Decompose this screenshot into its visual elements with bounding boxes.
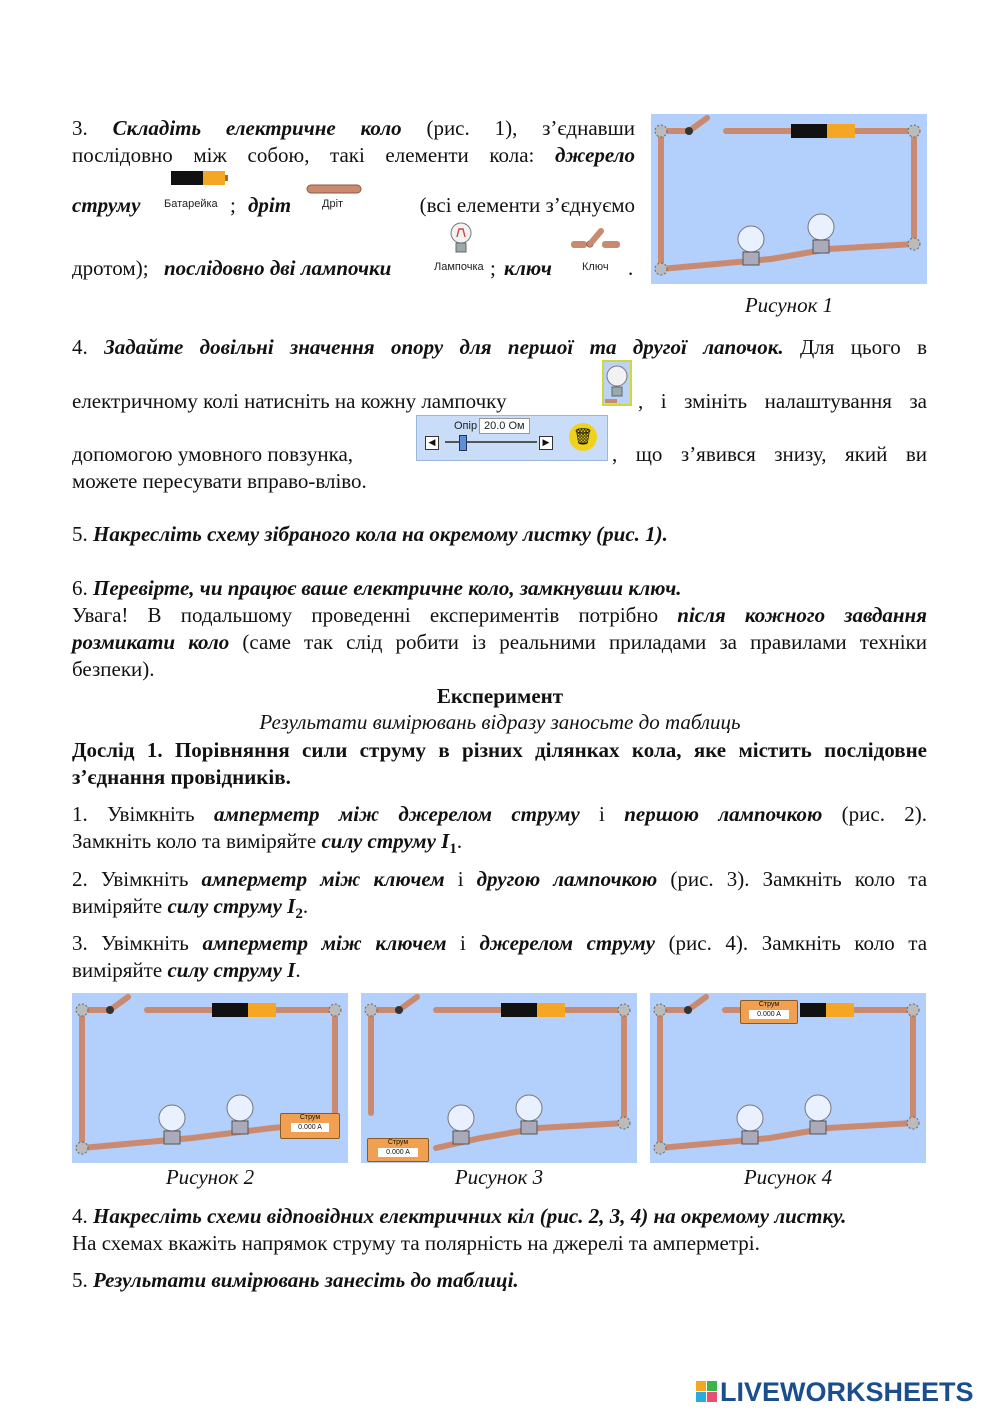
resistance-slider-panel	[416, 415, 608, 461]
battery-label: Батарейка	[164, 198, 218, 210]
selected-bulb-icon	[602, 360, 632, 406]
experiment-title: Експеримент	[436, 684, 564, 708]
p6-number: 6.	[72, 576, 88, 600]
step-1-text: 1. Увімкніть	[72, 802, 195, 826]
p4-number: 4.	[72, 335, 88, 359]
p3-line2-text: послідовно між собою, такі елементи кола:	[72, 143, 535, 167]
step-3-emph2: джерелом струму	[479, 931, 655, 955]
wire-label: Дріт	[322, 198, 344, 210]
tail-step-5	[72, 1267, 519, 1294]
step-3-text: 3. Увімкніть	[72, 931, 189, 955]
experiment-1-heading: Дослід 1. Порівняння сили струму в різних ділянках кола, яке містить послідовне	[72, 738, 927, 762]
tail-step-4	[72, 1203, 846, 1230]
step-3-and: і	[460, 931, 466, 955]
p6-text: Перевірте, чи працює ваше електричне коло, замкнувши ключ.	[93, 576, 682, 600]
warn-text: Увага! В подальшому проведенні експериментів потрібно	[72, 603, 659, 627]
tail-step-4-number: 4.	[72, 1204, 88, 1228]
ammeter-fig3	[367, 1138, 429, 1162]
p6	[72, 575, 682, 602]
step-2-emph: амперметр між ключем	[201, 867, 445, 891]
figure-3	[361, 993, 637, 1163]
step-1-end: .	[456, 829, 463, 853]
liveworksheets-logo[interactable]: LIVEWORKSHEETS	[720, 1377, 974, 1407]
p4-line2-text: електричному колі натисніть на кожну лампочку	[72, 389, 507, 413]
p4-title: Задайте довільні значення опору для першої та другої лапочок.	[104, 335, 784, 359]
tail-step-5-text: Результати вимірювань занесіть до таблиці.	[93, 1268, 519, 1292]
step-1-ref: (рис. 2).	[841, 802, 927, 826]
step-3-text2: виміряйте	[72, 958, 163, 982]
warn-line3: безпеки).	[72, 657, 155, 681]
p4-line3-text-b: , що з’явився знизу, який ви	[612, 442, 927, 466]
experiment-1-heading-2: з’єднання провідників.	[72, 765, 291, 789]
p5-number: 5.	[72, 522, 88, 546]
p4-line4: можете пересувати вправо-вліво.	[72, 469, 367, 493]
step-3-emph3: силу струму I	[167, 958, 296, 982]
ammeter-fig4-value: 0.000 A	[749, 1010, 789, 1019]
step-1-line1	[72, 801, 927, 828]
current-symbol-2: I	[287, 894, 296, 918]
step-3-end: .	[295, 958, 301, 982]
step-2-emph2: другою лампочкою	[476, 867, 658, 891]
tail-step-5-number: 5.	[72, 1268, 88, 1292]
step-1-text2: Замкніть коло та виміряйте	[72, 829, 317, 853]
wire-icon	[306, 184, 362, 194]
warn-text2: (саме так слід робити із реальними приладами за правилами техніки	[242, 630, 927, 654]
step-3-emph: амперметр між ключем	[202, 931, 447, 955]
p3-line3-text: (всі елементи з’єднуємо	[419, 193, 635, 217]
step-2-text: 2. Увімкніть	[72, 867, 189, 891]
slider-label: Опір	[454, 420, 478, 432]
figure-3-caption: Рисунок 3	[454, 1165, 544, 1189]
p5	[72, 521, 668, 548]
slider-value: 20.0 Ом	[479, 418, 530, 434]
step-2-ref: (рис. 3). Замкніть коло та	[670, 867, 928, 891]
ammeter-fig3-label: Струм	[387, 1139, 409, 1146]
p3-key-word: ключ	[504, 256, 552, 280]
p3-semicolon2: ;	[490, 256, 496, 280]
current-subscript-1: 1	[449, 841, 457, 858]
p4-line2-text-b: , і змініть налаштування за	[638, 389, 927, 413]
p3-wire-word: дріт	[248, 193, 292, 217]
p3-title: Складіть електричне коло	[112, 116, 402, 140]
p3-line2	[72, 142, 635, 169]
step-1-line2	[72, 828, 463, 858]
slider-track[interactable]	[445, 441, 537, 443]
step-2-end: .	[302, 894, 309, 918]
key-label: Ключ	[582, 261, 609, 273]
ammeter-fig4-label: Струм	[758, 1001, 780, 1008]
warn-emph2: розмикати коло	[72, 630, 230, 654]
figure-4	[650, 993, 926, 1163]
step-2-text2: виміряйте	[72, 894, 163, 918]
figure-1-caption: Рисунок 1	[744, 293, 834, 317]
step-2-line1	[72, 866, 927, 893]
p3-line2-emph: джерело	[554, 143, 635, 167]
step-3-line1	[72, 930, 927, 957]
liveworksheets-logo-icon	[696, 1381, 718, 1403]
current-subscript-2: 2	[295, 906, 303, 923]
trash-icon[interactable]: 🗑	[569, 423, 597, 451]
p4-line1	[72, 334, 927, 361]
p3-number: 3.	[72, 116, 88, 140]
p3-line4-text: дротом);	[72, 256, 149, 280]
step-1-emph: амперметр між джерелом струму	[213, 802, 580, 826]
bulb-icon	[448, 221, 474, 255]
ammeter-fig4	[740, 1000, 798, 1024]
ammeter-fig2	[280, 1113, 340, 1139]
warn-line2	[72, 629, 927, 656]
tail-step-4-text2: На схемах вкажіть напрямок струму та полярність на джерелі та амперметрі.	[72, 1231, 760, 1255]
p4-line3-text: допомогою умовного повзунка,	[72, 442, 354, 466]
step-1-emph2: першою лампочкою	[624, 802, 823, 826]
p3-text: (рис. 1), з’єднавши	[426, 116, 636, 140]
experiment-subtitle: Результати вимірювань відразу заносьте до таблиць	[259, 710, 741, 734]
ammeter-fig2-value: 0.000 A	[291, 1123, 329, 1132]
figure-1-circuit	[651, 114, 927, 284]
step-3-line2	[72, 957, 301, 984]
tail-step-4-text: Накресліть схеми відповідних електричних кіл (рис. 2, 3, 4) на окремому листку.	[93, 1204, 847, 1228]
ammeter-fig3-value: 0.000 A	[378, 1148, 418, 1157]
step-1-and: і	[599, 802, 605, 826]
step-2-and: і	[457, 867, 464, 891]
p3-source-word: струму	[72, 193, 141, 217]
figure-2-caption: Рисунок 2	[165, 1165, 255, 1189]
slider-left-arrow[interactable]: ◀	[425, 436, 439, 450]
ammeter-fig2-label: Струм	[299, 1114, 321, 1121]
p3-line1	[72, 115, 635, 142]
step-2-emph3: силу струму	[167, 894, 282, 918]
p5-text: Накресліть схему зібраного кола на окремому листку (рис. 1).	[93, 522, 668, 546]
key-icon	[570, 227, 622, 251]
current-symbol-1: I	[441, 829, 450, 853]
figure-2	[72, 993, 348, 1163]
figure-4-caption: Рисунок 4	[743, 1165, 833, 1189]
step-2-line2	[72, 893, 309, 923]
slider-right-arrow[interactable]: ▶	[539, 436, 553, 450]
slider-thumb[interactable]	[459, 435, 467, 451]
step-1-emph3: силу струму	[321, 829, 436, 853]
warn-line1	[72, 602, 927, 629]
figure-1	[651, 114, 927, 284]
p4-text: Для цього в	[799, 335, 927, 359]
battery-icon	[170, 168, 228, 188]
p3-semicolon: ;	[230, 193, 236, 217]
step-3-ref: (рис. 4). Замкніть коло та	[668, 931, 928, 955]
p3-dot: .	[628, 256, 634, 280]
bulb-label: Лампочка	[434, 261, 484, 273]
p3-line4-emph: послідовно дві лампочки	[164, 256, 392, 280]
warn-emph: після кожного завдання	[677, 603, 927, 627]
